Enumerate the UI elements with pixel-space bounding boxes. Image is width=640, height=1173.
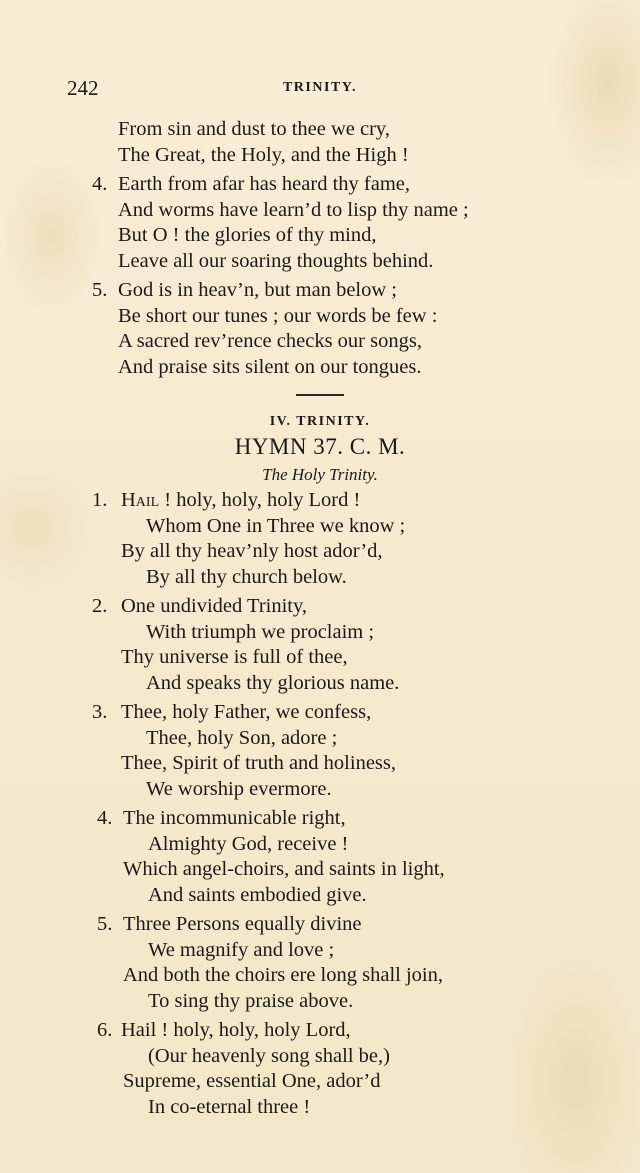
verse-line: Whom One in Three we know ; [146, 514, 406, 537]
section-divider [296, 394, 344, 396]
stanza-number: 6. [97, 1019, 113, 1041]
stanza-number: 4. [97, 807, 113, 829]
stanza-3-line: 3. Thee, holy Father, we confess, [0, 700, 640, 726]
section-heading: IV. TRINITY. [269, 414, 371, 429]
stanza-2-line: 2. One undivided Trinity, [0, 594, 640, 620]
stanza-number: 2. [92, 595, 108, 617]
verse-line: And both the choirs ere long shall join, [123, 964, 443, 986]
stanza-number: 5. [92, 279, 108, 301]
verse-line: Supreme, essential One, ador’d [123, 1070, 381, 1092]
verse-line: A sacred rev’rence checks our songs, [118, 330, 422, 352]
verse-line: Almighty God, receive ! [148, 832, 349, 855]
page-number: 242 [67, 76, 99, 100]
stanza-number: 1. [92, 489, 108, 511]
verse-line: And saints embodied give. [148, 883, 367, 906]
verse-line: And speaks thy glorious name. [146, 671, 400, 694]
stanza-1-line: 1. Hail ! holy, holy, holy Lord ! [0, 488, 640, 514]
verse-line: From sin and dust to thee we cry, [118, 118, 390, 140]
stanza-4-line: 4. The incommunicable right, [0, 806, 640, 832]
small-caps-word: Hail [121, 489, 160, 511]
stanza-6-line: 6. Hail ! holy, holy, holy Lord, [0, 1018, 640, 1044]
stanza-number: 4. [92, 173, 108, 195]
verse-line: To sing thy praise above. [148, 989, 354, 1012]
verse-line: We magnify and love ; [148, 938, 335, 961]
verse-line: Leave all our soaring thoughts behind. [118, 249, 434, 272]
verse-line: We worship evermore. [146, 777, 332, 800]
stanza-number: 3. [92, 701, 108, 723]
verse-line: The Great, the Holy, and the High ! [118, 143, 409, 166]
stanza-4-line: 4. Earth from afar has heard thy fame, [0, 172, 640, 198]
verse-line: And worms have learn’d to lisp thy name ; [118, 198, 469, 221]
stanza-5-line: 5. God is in heav’n, but man below ; [0, 278, 640, 304]
hymn-title: HYMN 37. C. M. [234, 434, 406, 459]
page-header [0, 76, 640, 102]
verse-line: Thy universe is full of thee, [121, 646, 348, 668]
stanza-5-line: 5. Three Persons equally divine [0, 912, 640, 938]
hymn-subtitle: The Holy Trinity. [262, 465, 378, 484]
verse-line: By all thy heav’nly host ador’d, [121, 540, 383, 562]
verse-line: Thee, holy Son, adore ; [146, 726, 338, 749]
verse-line: But O ! the glories of thy mind, [118, 224, 377, 246]
verse-line: With triumph we proclaim ; [146, 620, 375, 643]
verse-line: In co-eternal three ! [148, 1095, 311, 1118]
verse-line: Thee, Spirit of truth and holiness, [121, 752, 396, 774]
verse-line: And praise sits silent on our tongues. [118, 355, 422, 378]
verse-line: Be short our tunes ; our words be few : [118, 304, 438, 327]
verse-line: Which angel-choirs, and saints in light, [123, 858, 445, 880]
verse-line: By all thy church below. [146, 565, 347, 588]
running-head: TRINITY. [282, 80, 358, 95]
text-block [0, 117, 640, 1120]
verse-line: (Our heavenly song shall be,) [148, 1044, 390, 1067]
stanza-number: 5. [97, 913, 113, 935]
